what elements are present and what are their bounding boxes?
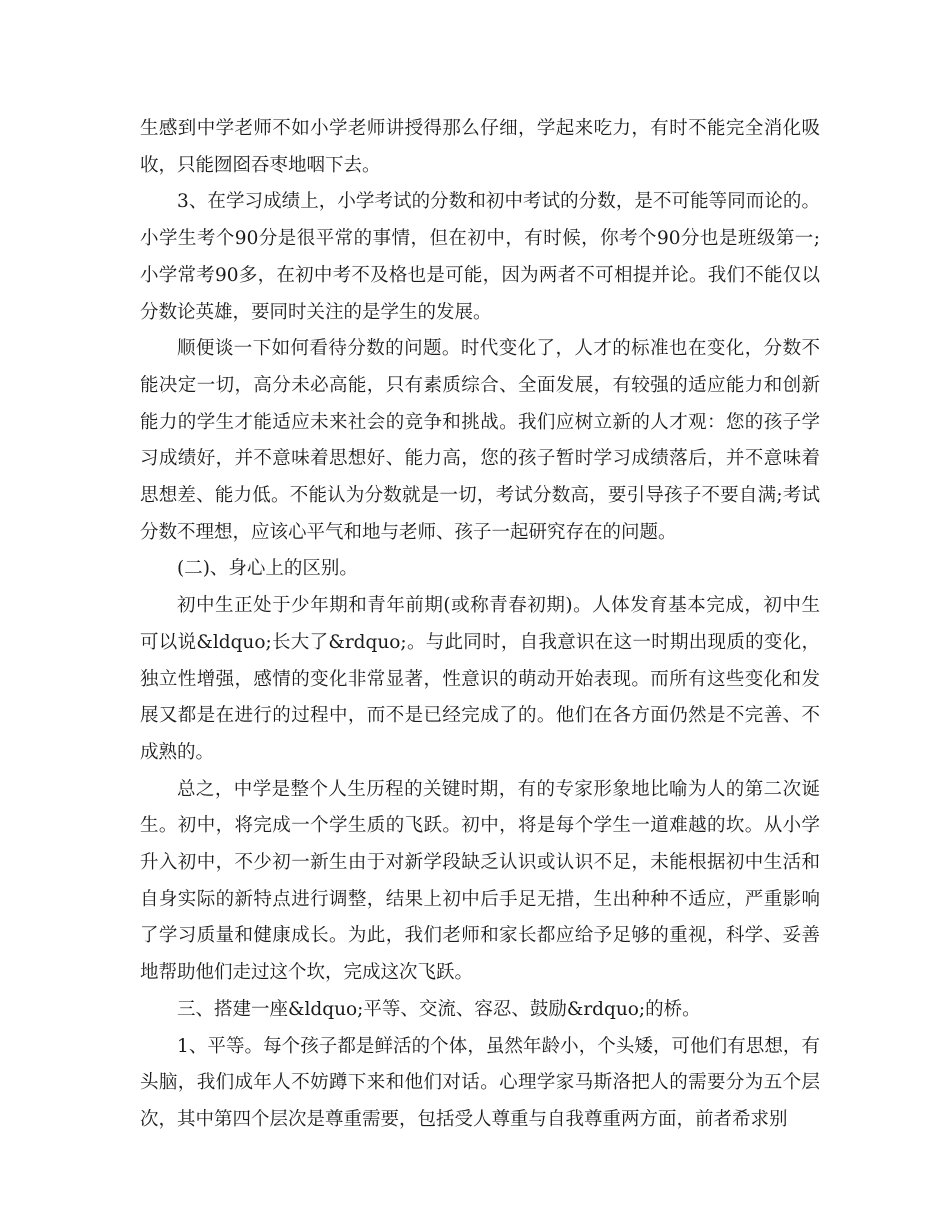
paragraph-view-on-scores: 顺便谈一下如何看待分数的问题。时代变化了，人才的标准也在变化，分数不能决定一切，高分未必高能，只有素质综合、全面发展，有较强的适应能力和创新能力的学生才能适应未来社会的竞争和挑战。我们应树立新的人才观：您的孩子学习成绩好，并不意味着思想好、能力高，您的孩子暂时学习成绩落后，并不意味着思想差、能力低。不能认为分数就是一切，考试分数高，要引导孩子不要自满;考试分数不理想，应该心平气和地与老师、孩子一起研究存在的问题。 [140, 338, 820, 543]
paragraph-equality: 1、平等。每个孩子都是鲜活的个体，虽然年龄小，个头矮，可他们有思想，有头脑，我们成年人不妨蹲下来和他们对话。心理学家马斯洛把人的需要分为五个层次，其中第四个层次是尊重需要，包括受人尊重与自我尊重两方面，前者希求别 [140, 1035, 820, 1130]
paragraph-score-difference: 3、在学习成绩上，小学考试的分数和初中考试的分数，是不可能等同而论的。小学生考个90分是很平常的事情，但在初中，有时候，你考个90分也是班级第一;小学常考90多，在初中考不及格也是可能，因为两者不可相提并论。我们不能仅以分数论英雄，要同时关注的是学生的发展。 [140, 191, 820, 323]
section-heading-physical-mental: (二)、身心上的区别。 [177, 558, 358, 580]
document-body [140, 111, 820, 1139]
paragraph-summary: 总之，中学是整个人生历程的关键时期，有的专家形象地比喻为人的第二次诞生。初中，将完成一个学生质的飞跃。初中，将是每个学生一道难越的坎。从小学升入初中，不少初一新生由于对新学段缺乏认识或认识不足，未能根据初中生活和自身实际的新特点进行调整，结果上初中后手足无措，生出种种不适应，严重影响了学习质量和健康成长。为此，我们老师和家长都应给予足够的重视，科学、妥善地帮助他们走过这个坎，完成这次飞跃。 [140, 778, 820, 984]
section-heading-bridge: 三、搭建一座&ldquo;平等、交流、容忍、鼓励&rdquo;的桥。 [177, 998, 701, 1020]
paragraph-continuation: 生感到中学老师不如小学老师讲授得那么仔细，学起来吃力，有时不能完全消化吸收，只能囫囵吞枣地咽下去。 [140, 118, 820, 176]
paragraph-adolescence: 初中生正处于少年期和青年前期(或称青春初期)。人体发育基本完成，初中生可以说&ldquo;长大了&rdquo;。与此同时，自我意识在这一时期出现质的变化，独立性增强，感情的变化非常显著，性意识的萌动开始表现。而所有这些变化和发展又都是在进行的过程中，而不是已经完成了的。他们在各方面仍然是不完善、不成熟的。 [140, 595, 820, 763]
